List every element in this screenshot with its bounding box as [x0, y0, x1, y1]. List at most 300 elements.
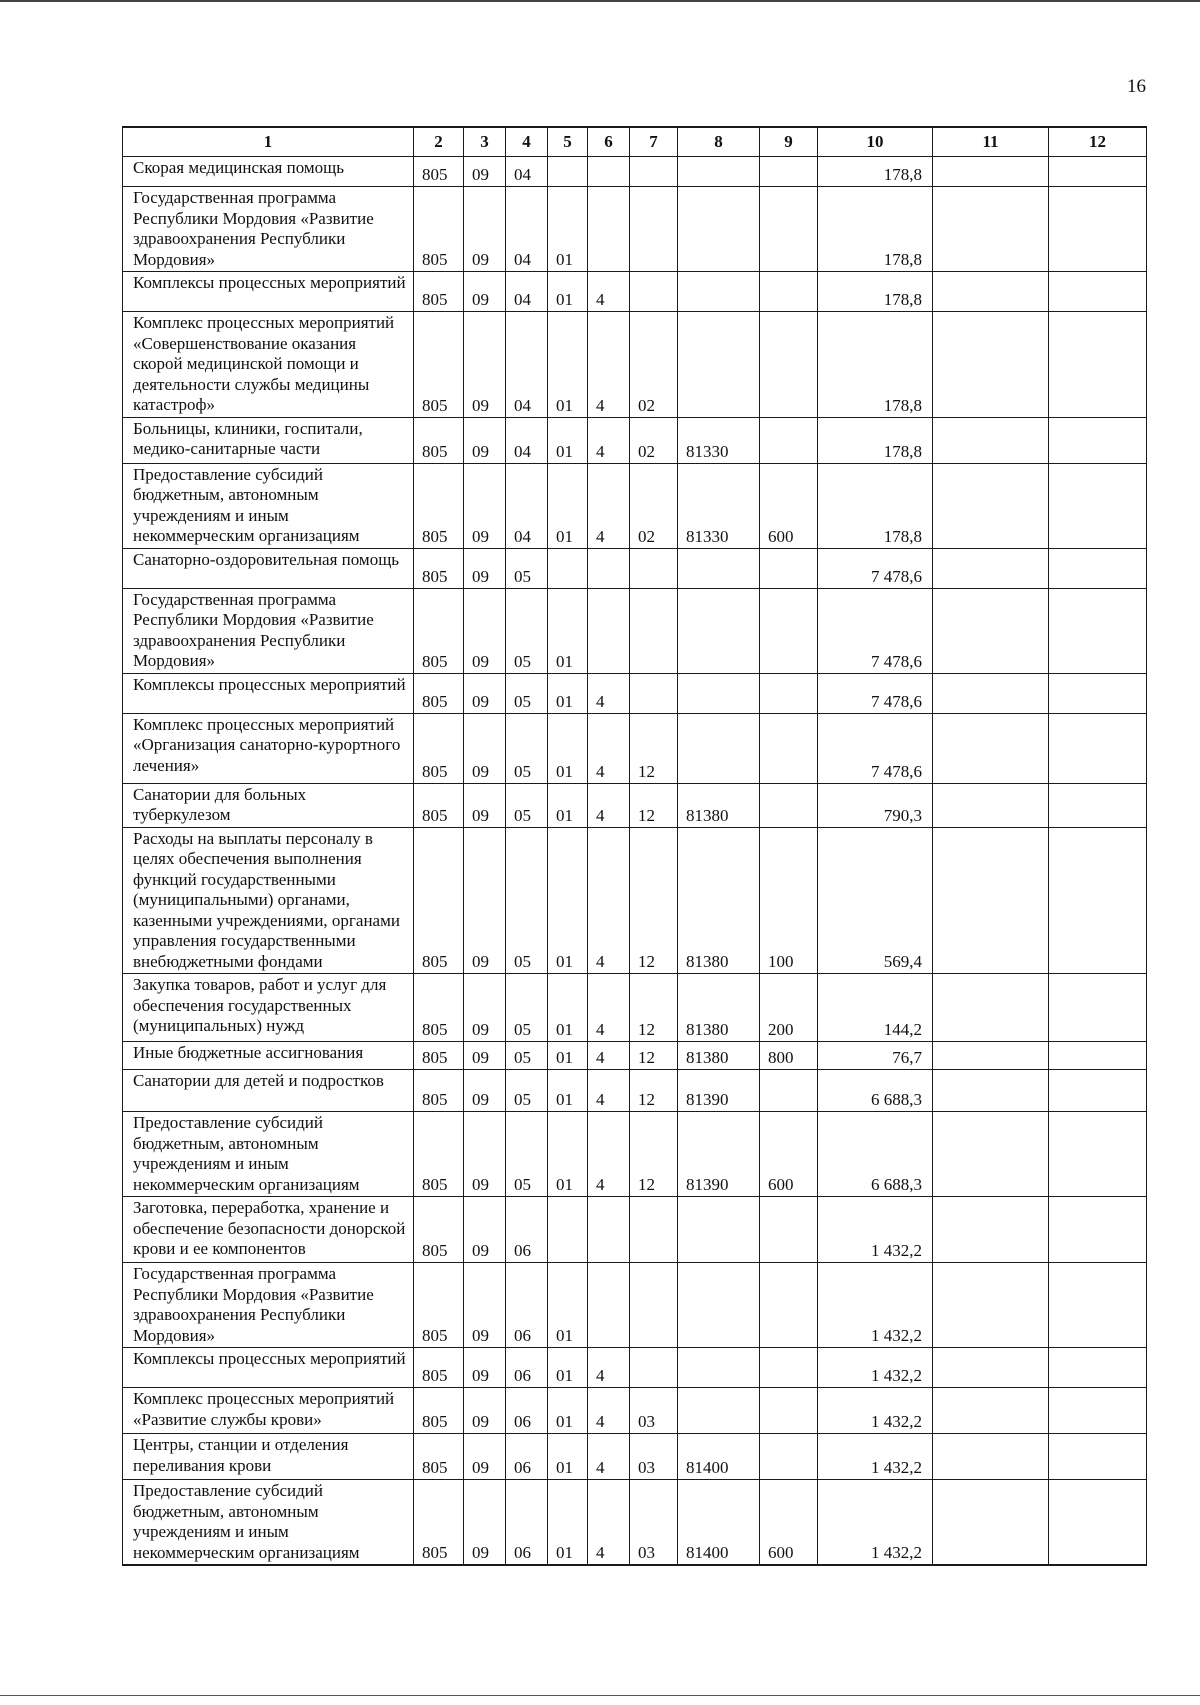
cell-col-2: 805: [414, 1434, 464, 1480]
cell-col-9: [760, 713, 818, 783]
cell-col-9: [760, 588, 818, 673]
cell-col-12: [1049, 1070, 1147, 1112]
cell-col-4: 04: [506, 312, 548, 418]
cell-col-11: [933, 1434, 1049, 1480]
cell-col-9: [760, 1197, 818, 1263]
cell-col-9: [760, 1070, 818, 1112]
row-name: Центры, станции и отделения переливания крови: [123, 1434, 414, 1480]
cell-col-12: [1049, 783, 1147, 827]
cell-col-6: 4: [588, 827, 630, 974]
cell-col-7: 12: [630, 974, 678, 1042]
cell-col-10: 7 478,6: [818, 713, 933, 783]
cell-col-11: [933, 187, 1049, 272]
cell-col-12: [1049, 1197, 1147, 1263]
cell-col-3: 09: [464, 1197, 506, 1263]
cell-col-12: [1049, 827, 1147, 974]
cell-col-10: 6 688,3: [818, 1070, 933, 1112]
cell-col-11: [933, 1197, 1049, 1263]
cell-col-3: 09: [464, 1112, 506, 1197]
cell-col-11: [933, 974, 1049, 1042]
cell-col-5: 01: [548, 1042, 588, 1070]
cell-col-4: 05: [506, 1042, 548, 1070]
cell-col-11: [933, 272, 1049, 312]
cell-col-7: [630, 187, 678, 272]
cell-col-9: [760, 312, 818, 418]
table-row: [123, 1348, 1147, 1388]
cell-col-5: 01: [548, 1434, 588, 1480]
table-row: [123, 783, 1147, 827]
cell-col-11: [933, 1263, 1049, 1348]
cell-col-4: 06: [506, 1434, 548, 1480]
cell-col-10: 1 432,2: [818, 1197, 933, 1263]
cell-col-11: [933, 1042, 1049, 1070]
cell-col-4: 04: [506, 157, 548, 187]
cell-col-3: 09: [464, 1070, 506, 1112]
cell-col-9: [760, 1263, 818, 1348]
cell-col-10: 178,8: [818, 157, 933, 187]
column-header-8: 8: [678, 127, 760, 157]
cell-col-2: 805: [414, 1263, 464, 1348]
cell-col-10: 144,2: [818, 974, 933, 1042]
cell-col-5: [548, 1197, 588, 1263]
cell-col-7: [630, 548, 678, 588]
table-row: [123, 312, 1147, 418]
cell-col-6: 4: [588, 417, 630, 463]
cell-col-6: [588, 588, 630, 673]
cell-col-5: 01: [548, 417, 588, 463]
cell-col-3: 09: [464, 783, 506, 827]
cell-col-3: 09: [464, 588, 506, 673]
table-row: [123, 1197, 1147, 1263]
cell-col-9: [760, 417, 818, 463]
cell-col-11: [933, 1070, 1049, 1112]
cell-col-4: 05: [506, 713, 548, 783]
cell-col-9: 800: [760, 1042, 818, 1070]
cell-col-10: 76,7: [818, 1042, 933, 1070]
row-name: Комплексы процессных мероприятий: [123, 1348, 414, 1388]
cell-col-6: 4: [588, 1388, 630, 1434]
cell-col-4: 05: [506, 974, 548, 1042]
cell-col-6: 4: [588, 312, 630, 418]
table-row: [123, 1434, 1147, 1480]
cell-col-9: [760, 187, 818, 272]
table-row: [123, 187, 1147, 272]
row-name: Заготовка, переработка, хранение и обеспечение безопасности донорской крови и ее компонентов: [123, 1197, 414, 1263]
cell-col-8: 81380: [678, 827, 760, 974]
cell-col-5: 01: [548, 272, 588, 312]
table-row: [123, 1070, 1147, 1112]
cell-col-10: 178,8: [818, 417, 933, 463]
cell-col-9: [760, 157, 818, 187]
cell-col-11: [933, 713, 1049, 783]
cell-col-7: 12: [630, 713, 678, 783]
cell-col-11: [933, 588, 1049, 673]
table-row: [123, 1112, 1147, 1197]
cell-col-4: 04: [506, 417, 548, 463]
cell-col-7: 02: [630, 312, 678, 418]
cell-col-4: 06: [506, 1263, 548, 1348]
column-header-2: 2: [414, 127, 464, 157]
row-name: Комплекс процессных мероприятий «Организация санаторно-курортного лечения»: [123, 713, 414, 783]
cell-col-9: [760, 783, 818, 827]
cell-col-10: 790,3: [818, 783, 933, 827]
cell-col-12: [1049, 187, 1147, 272]
column-header-7: 7: [630, 127, 678, 157]
column-header-11: 11: [933, 127, 1049, 157]
cell-col-5: 01: [548, 1388, 588, 1434]
page-number: 16: [1127, 76, 1146, 97]
cell-col-12: [1049, 463, 1147, 548]
cell-col-9: [760, 1434, 818, 1480]
cell-col-4: 04: [506, 272, 548, 312]
cell-col-5: 01: [548, 974, 588, 1042]
cell-col-7: 12: [630, 783, 678, 827]
cell-col-6: [588, 1197, 630, 1263]
cell-col-11: [933, 463, 1049, 548]
cell-col-4: 04: [506, 463, 548, 548]
cell-col-10: 1 432,2: [818, 1388, 933, 1434]
row-name: Государственная программа Республики Мордовия «Развитие здравоохранения Республики Мордовия»: [123, 187, 414, 272]
cell-col-9: [760, 548, 818, 588]
cell-col-12: [1049, 1388, 1147, 1434]
cell-col-2: 805: [414, 783, 464, 827]
cell-col-7: 03: [630, 1434, 678, 1480]
cell-col-10: 7 478,6: [818, 548, 933, 588]
header-row: [123, 127, 1147, 157]
column-header-6: 6: [588, 127, 630, 157]
cell-col-11: [933, 548, 1049, 588]
row-name: Комплекс процессных мероприятий «Совершенствование оказания скорой медицинской помощи и деятельности службы медицины катастроф»: [123, 312, 414, 418]
cell-col-2: 805: [414, 1348, 464, 1388]
cell-col-9: 600: [760, 1480, 818, 1566]
cell-col-2: 805: [414, 1480, 464, 1566]
cell-col-2: 805: [414, 1197, 464, 1263]
cell-col-5: 01: [548, 673, 588, 713]
column-header-9: 9: [760, 127, 818, 157]
cell-col-6: 4: [588, 1042, 630, 1070]
cell-col-8: 81330: [678, 463, 760, 548]
cell-col-12: [1049, 272, 1147, 312]
cell-col-8: [678, 548, 760, 588]
row-name: Больницы, клиники, госпитали, медико-санитарные части: [123, 417, 414, 463]
cell-col-9: [760, 272, 818, 312]
cell-col-10: 178,8: [818, 272, 933, 312]
cell-col-11: [933, 312, 1049, 418]
table-body: [123, 157, 1147, 1566]
cell-col-7: 12: [630, 1042, 678, 1070]
cell-col-4: 05: [506, 1070, 548, 1112]
cell-col-3: 09: [464, 1263, 506, 1348]
cell-col-3: 09: [464, 827, 506, 974]
cell-col-7: 12: [630, 1070, 678, 1112]
cell-col-2: 805: [414, 673, 464, 713]
cell-col-10: 569,4: [818, 827, 933, 974]
cell-col-10: 1 432,2: [818, 1348, 933, 1388]
cell-col-12: [1049, 588, 1147, 673]
row-name: Комплексы процессных мероприятий: [123, 673, 414, 713]
row-name: Санатории для детей и подростков: [123, 1070, 414, 1112]
table-row: [123, 1042, 1147, 1070]
cell-col-5: 01: [548, 783, 588, 827]
cell-col-6: 4: [588, 272, 630, 312]
cell-col-4: 05: [506, 827, 548, 974]
table-header: [123, 127, 1147, 157]
cell-col-12: [1049, 1263, 1147, 1348]
cell-col-3: 09: [464, 1480, 506, 1566]
cell-col-7: [630, 588, 678, 673]
cell-col-8: 81400: [678, 1434, 760, 1480]
row-name: Комплекс процессных мероприятий «Развитие службы крови»: [123, 1388, 414, 1434]
cell-col-7: [630, 1348, 678, 1388]
cell-col-2: 805: [414, 1042, 464, 1070]
cell-col-8: [678, 1388, 760, 1434]
cell-col-5: 01: [548, 1480, 588, 1566]
row-name: Расходы на выплаты персоналу в целях обеспечения выполнения функций государственными (муниципальными) органами, казенными учреждениями, органами управления государственными внебюджетными фондами: [123, 827, 414, 974]
cell-col-4: 05: [506, 588, 548, 673]
cell-col-4: 06: [506, 1348, 548, 1388]
row-name: Санатории для больных туберкулезом: [123, 783, 414, 827]
row-name: Санаторно-оздоровительная помощь: [123, 548, 414, 588]
cell-col-12: [1049, 417, 1147, 463]
cell-col-6: 4: [588, 1434, 630, 1480]
cell-col-8: 81390: [678, 1070, 760, 1112]
cell-col-10: 7 478,6: [818, 673, 933, 713]
cell-col-6: [588, 157, 630, 187]
cell-col-3: 09: [464, 673, 506, 713]
cell-col-7: 12: [630, 827, 678, 974]
cell-col-12: [1049, 548, 1147, 588]
cell-col-6: 4: [588, 1480, 630, 1566]
cell-col-2: 805: [414, 588, 464, 673]
cell-col-8: [678, 157, 760, 187]
table-row: [123, 673, 1147, 713]
cell-col-5: 01: [548, 588, 588, 673]
cell-col-9: 200: [760, 974, 818, 1042]
cell-col-6: 4: [588, 974, 630, 1042]
cell-col-3: 09: [464, 187, 506, 272]
table-row: [123, 548, 1147, 588]
table-row: [123, 1263, 1147, 1348]
cell-col-5: [548, 548, 588, 588]
cell-col-2: 805: [414, 157, 464, 187]
cell-col-10: 1 432,2: [818, 1263, 933, 1348]
cell-col-8: [678, 588, 760, 673]
cell-col-4: 06: [506, 1480, 548, 1566]
cell-col-3: 09: [464, 548, 506, 588]
cell-col-7: [630, 673, 678, 713]
cell-col-12: [1049, 1112, 1147, 1197]
cell-col-7: 12: [630, 1112, 678, 1197]
page-edge: [0, 0, 1200, 2]
row-name: Предоставление субсидий бюджетным, автономным учреждениям и иным некоммерческим организациям: [123, 1112, 414, 1197]
cell-col-8: 81330: [678, 417, 760, 463]
table-row: [123, 157, 1147, 187]
cell-col-9: [760, 673, 818, 713]
cell-col-3: 09: [464, 417, 506, 463]
cell-col-7: [630, 157, 678, 187]
cell-col-12: [1049, 974, 1147, 1042]
cell-col-8: [678, 187, 760, 272]
cell-col-2: 805: [414, 417, 464, 463]
table-row: [123, 1388, 1147, 1434]
cell-col-6: [588, 187, 630, 272]
cell-col-7: 02: [630, 417, 678, 463]
row-name: Иные бюджетные ассигнования: [123, 1042, 414, 1070]
cell-col-10: 178,8: [818, 312, 933, 418]
row-name: Государственная программа Республики Мордовия «Развитие здравоохранения Республики Мордовия»: [123, 588, 414, 673]
cell-col-6: [588, 548, 630, 588]
cell-col-2: 805: [414, 974, 464, 1042]
table-row: [123, 417, 1147, 463]
cell-col-3: 09: [464, 1042, 506, 1070]
cell-col-10: 178,8: [818, 463, 933, 548]
cell-col-11: [933, 417, 1049, 463]
cell-col-12: [1049, 1480, 1147, 1566]
cell-col-8: [678, 1348, 760, 1388]
cell-col-12: [1049, 673, 1147, 713]
cell-col-2: 805: [414, 1388, 464, 1434]
cell-col-2: 805: [414, 548, 464, 588]
cell-col-9: 100: [760, 827, 818, 974]
cell-col-5: 01: [548, 1112, 588, 1197]
column-header-3: 3: [464, 127, 506, 157]
cell-col-8: [678, 713, 760, 783]
cell-col-5: 01: [548, 1070, 588, 1112]
cell-col-6: 4: [588, 1070, 630, 1112]
table-row: [123, 463, 1147, 548]
cell-col-8: [678, 1197, 760, 1263]
column-header-1: 1: [123, 127, 414, 157]
table-row: [123, 974, 1147, 1042]
cell-col-6: 4: [588, 673, 630, 713]
cell-col-7: 03: [630, 1388, 678, 1434]
table-row: [123, 713, 1147, 783]
cell-col-10: 178,8: [818, 187, 933, 272]
cell-col-6: 4: [588, 1348, 630, 1388]
cell-col-8: 81380: [678, 974, 760, 1042]
cell-col-11: [933, 157, 1049, 187]
column-header-4: 4: [506, 127, 548, 157]
cell-col-12: [1049, 713, 1147, 783]
cell-col-2: 805: [414, 187, 464, 272]
cell-col-4: 05: [506, 783, 548, 827]
cell-col-2: 805: [414, 272, 464, 312]
cell-col-8: [678, 312, 760, 418]
cell-col-11: [933, 1112, 1049, 1197]
cell-col-3: 09: [464, 272, 506, 312]
cell-col-12: [1049, 1434, 1147, 1480]
table-row: [123, 272, 1147, 312]
table-row: [123, 1480, 1147, 1566]
cell-col-7: [630, 1263, 678, 1348]
cell-col-8: [678, 1263, 760, 1348]
row-name: Закупка товаров, работ и услуг для обеспечения государственных (муниципальных) нужд: [123, 974, 414, 1042]
cell-col-5: 01: [548, 713, 588, 783]
cell-col-8: [678, 272, 760, 312]
cell-col-8: 81400: [678, 1480, 760, 1566]
cell-col-3: 09: [464, 157, 506, 187]
cell-col-6: 4: [588, 783, 630, 827]
cell-col-10: 7 478,6: [818, 588, 933, 673]
cell-col-7: 03: [630, 1480, 678, 1566]
column-header-5: 5: [548, 127, 588, 157]
cell-col-6: 4: [588, 713, 630, 783]
cell-col-2: 805: [414, 827, 464, 974]
table-row: [123, 588, 1147, 673]
page-bottom-edge: [0, 1695, 1200, 1696]
cell-col-2: 805: [414, 713, 464, 783]
cell-col-9: [760, 1348, 818, 1388]
cell-col-10: 1 432,2: [818, 1434, 933, 1480]
cell-col-4: 06: [506, 1197, 548, 1263]
cell-col-5: 01: [548, 312, 588, 418]
cell-col-12: [1049, 1348, 1147, 1388]
row-name: Государственная программа Республики Мордовия «Развитие здравоохранения Республики Мордовия»: [123, 1263, 414, 1348]
cell-col-11: [933, 1388, 1049, 1434]
cell-col-11: [933, 1480, 1049, 1566]
cell-col-9: [760, 1388, 818, 1434]
cell-col-3: 09: [464, 1434, 506, 1480]
cell-col-2: 805: [414, 1070, 464, 1112]
cell-col-5: 01: [548, 827, 588, 974]
cell-col-3: 09: [464, 713, 506, 783]
cell-col-8: 81380: [678, 1042, 760, 1070]
cell-col-7: [630, 272, 678, 312]
row-name: Предоставление субсидий бюджетным, автономным учреждениям и иным некоммерческим организациям: [123, 1480, 414, 1566]
cell-col-11: [933, 783, 1049, 827]
cell-col-2: 805: [414, 463, 464, 548]
cell-col-4: 04: [506, 187, 548, 272]
cell-col-9: 600: [760, 463, 818, 548]
cell-col-6: 4: [588, 463, 630, 548]
cell-col-5: 01: [548, 1348, 588, 1388]
cell-col-8: [678, 673, 760, 713]
cell-col-5: 01: [548, 187, 588, 272]
cell-col-2: 805: [414, 1112, 464, 1197]
cell-col-2: 805: [414, 312, 464, 418]
cell-col-3: 09: [464, 1388, 506, 1434]
cell-col-5: [548, 157, 588, 187]
cell-col-6: [588, 1263, 630, 1348]
cell-col-12: [1049, 1042, 1147, 1070]
cell-col-10: 6 688,3: [818, 1112, 933, 1197]
cell-col-7: 02: [630, 463, 678, 548]
cell-col-3: 09: [464, 1348, 506, 1388]
cell-col-8: 81390: [678, 1112, 760, 1197]
column-header-10: 10: [818, 127, 933, 157]
cell-col-4: 05: [506, 1112, 548, 1197]
row-name: Скорая медицинская помощь: [123, 157, 414, 187]
table-row: [123, 827, 1147, 974]
cell-col-6: 4: [588, 1112, 630, 1197]
cell-col-3: 09: [464, 974, 506, 1042]
cell-col-11: [933, 827, 1049, 974]
column-header-12: 12: [1049, 127, 1147, 157]
cell-col-11: [933, 1348, 1049, 1388]
row-name: Комплексы процессных мероприятий: [123, 272, 414, 312]
cell-col-7: [630, 1197, 678, 1263]
budget-table: [122, 126, 1147, 1566]
cell-col-3: 09: [464, 312, 506, 418]
row-name: Предоставление субсидий бюджетным, автономным учреждениям и иным некоммерческим организациям: [123, 463, 414, 548]
cell-col-9: 600: [760, 1112, 818, 1197]
cell-col-5: 01: [548, 1263, 588, 1348]
cell-col-3: 09: [464, 463, 506, 548]
cell-col-10: 1 432,2: [818, 1480, 933, 1566]
cell-col-12: [1049, 157, 1147, 187]
cell-col-4: 05: [506, 548, 548, 588]
cell-col-4: 06: [506, 1388, 548, 1434]
